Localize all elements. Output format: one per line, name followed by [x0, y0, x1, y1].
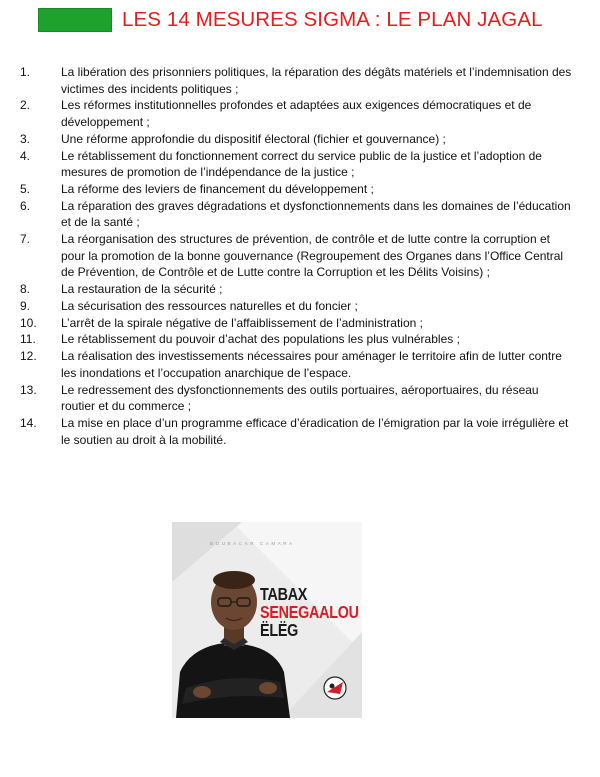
- item-text: La réorganisation des structures de prévention, de contrôle et de lutte contre la corruption et pour la promotion de la bonne gouvernance (Regroupement des Organes dans l’Office Central de Prévention, de Contrôle et de Lutte contre la Corruption et les Délits Voisins) ;: [61, 232, 564, 280]
- book-title-line-2: SENEGAALOU: [260, 602, 359, 622]
- book-title-line-3: ËLËG: [260, 620, 299, 640]
- item-number: 10.: [20, 315, 37, 330]
- item-number: 5.: [20, 181, 31, 196]
- book-author: BOUBACAR CAMARA: [210, 541, 295, 546]
- list-item: [20, 97, 580, 130]
- item-number: 4.: [20, 148, 31, 163]
- item-number: 3.: [20, 131, 31, 146]
- item-number: 14.: [20, 415, 37, 430]
- item-text: La sécurisation des ressources naturelles et du foncier ;: [61, 298, 358, 313]
- list-item: [20, 348, 580, 381]
- list-item: [20, 148, 580, 181]
- list-item: [20, 298, 580, 315]
- item-number: 2.: [20, 98, 31, 113]
- item-number: 12.: [20, 349, 37, 364]
- item-text: Le rétablissement du pouvoir d’achat des populations les plus vulnérables ;: [61, 332, 460, 347]
- item-number: 9.: [20, 298, 31, 313]
- item-text: Une réforme approfondie du dispositif électoral (fichier et gouvernance) ;: [61, 131, 446, 146]
- item-text: Le rétablissement du fonctionnement correct du service public de la justice et l’adoption de mesures de promotion de l’indépendance de la justice ;: [61, 148, 542, 180]
- green-color-block: [38, 8, 112, 32]
- list-item: [20, 415, 580, 448]
- item-number: 6.: [20, 198, 31, 213]
- list-item: [20, 231, 580, 281]
- list-item: [20, 131, 580, 148]
- item-text: Le redressement des dysfonctionnements des outils portuaires, aéroportuaires, du réseau routier et du commerce ;: [61, 382, 539, 414]
- item-number: 13.: [20, 382, 37, 397]
- item-number: 8.: [20, 282, 31, 297]
- item-text: La réalisation des investissements nécessaires pour aménager le territoire afin de lutter contre les inondations et l’occupation anarchique de l’espace.: [61, 349, 562, 380]
- item-text: La mise en place d’un programme efficace d’éradication de l’émigration par la voie irrégulière et le soutien au droit à la mobilité.: [61, 415, 569, 447]
- list-item: [20, 382, 580, 415]
- item-number: 7.: [20, 232, 31, 247]
- list-item: [20, 331, 580, 348]
- item-text: La réforme des leviers de financement du développement ;: [61, 181, 374, 196]
- item-number: 1.: [20, 65, 31, 79]
- page-title: LES 14 MESURES SIGMA : LE PLAN JAGAL: [122, 8, 543, 31]
- item-text: La restauration de la sécurité ;: [61, 282, 223, 297]
- list-item: [20, 198, 580, 231]
- measures-list: [20, 64, 580, 448]
- item-text: La libération des prisonniers politiques, la réparation des dégâts matériels et l’indemnisation des victimes des incidents politiques ;: [61, 65, 572, 96]
- item-text: La réparation des graves dégradations et dysfonctionnements dans les domaines de l’éducation et de la santé ;: [61, 198, 571, 230]
- list-item: [20, 64, 580, 97]
- list-item: [20, 315, 580, 332]
- list-item: [20, 281, 580, 298]
- item-number: 11.: [20, 332, 36, 347]
- book-title-line-1: TABAX: [260, 584, 308, 604]
- item-text: L’arrêt de la spirale négative de l’affaiblissement de l’administration ;: [61, 315, 423, 330]
- book-cover-image: [172, 522, 362, 718]
- list-item: [20, 181, 580, 198]
- item-text: Les réformes institutionnelles profondes et adaptées aux exigences démocratiques et de développement ;: [61, 98, 532, 129]
- header: [38, 8, 543, 32]
